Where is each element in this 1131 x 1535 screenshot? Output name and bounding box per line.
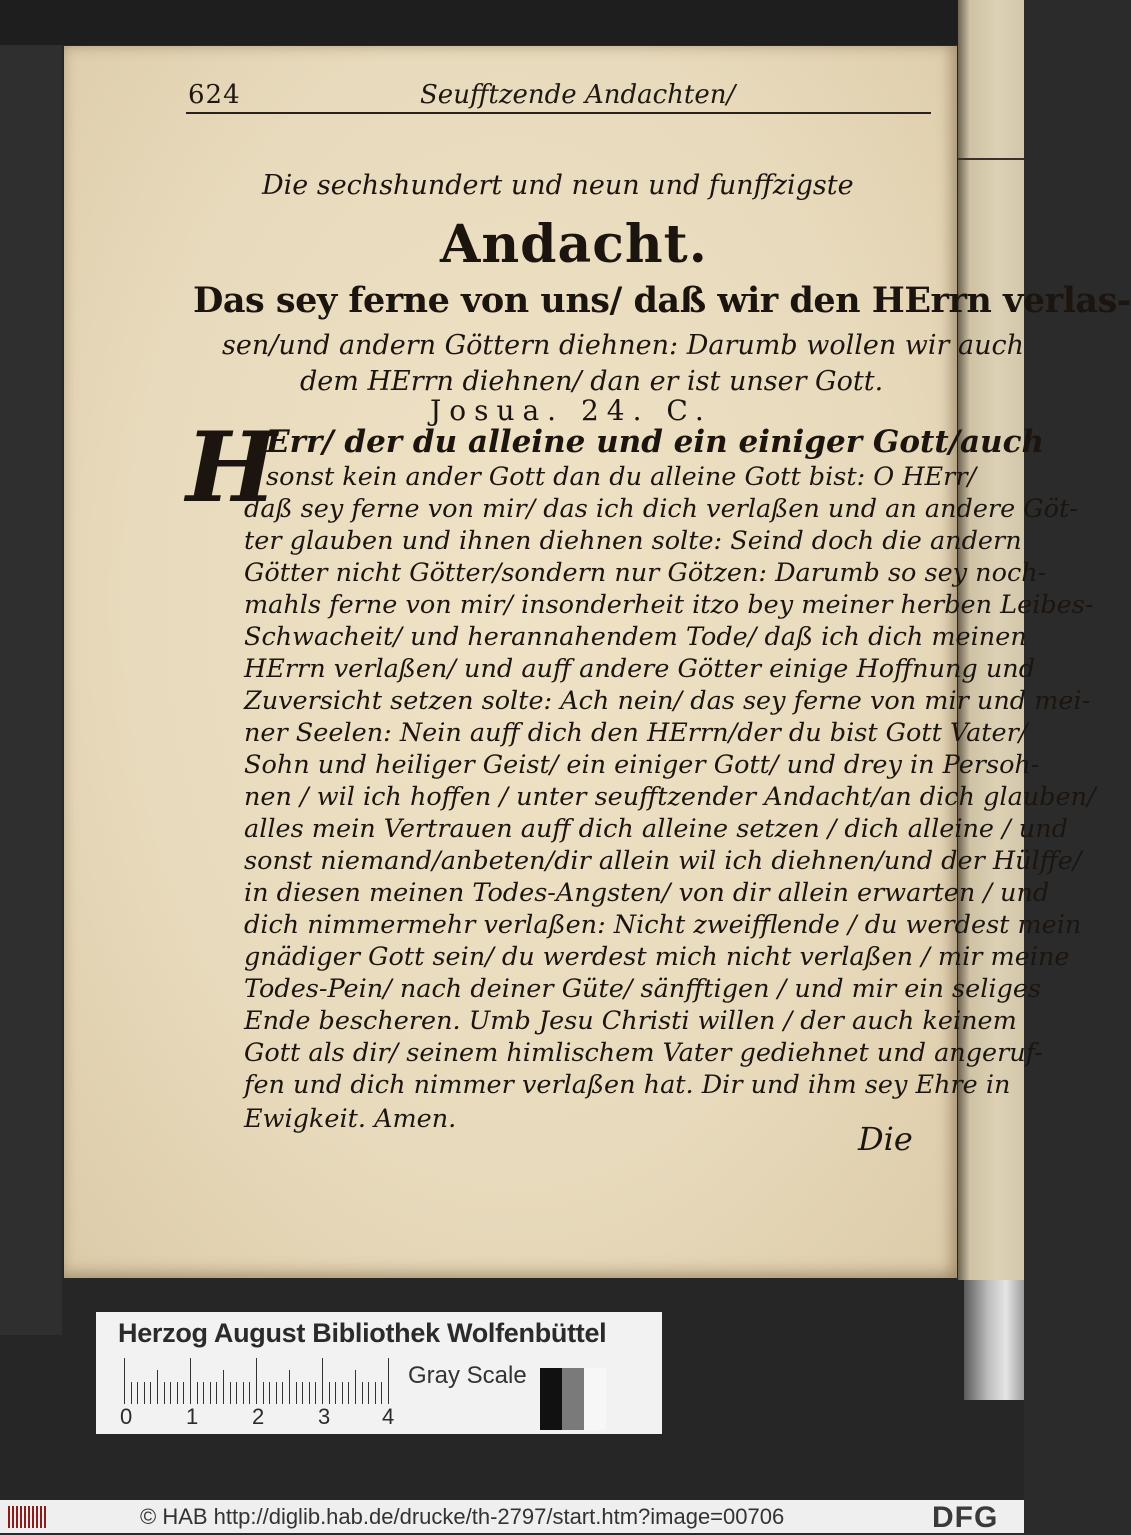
ruler-tick <box>322 1358 323 1404</box>
ruler-tick <box>216 1382 217 1404</box>
backdrop-left-strip <box>0 45 62 1335</box>
ruler <box>124 1354 390 1404</box>
body-line: ner Seelen: Nein auff dich den HErrn/der du bist Gott Vater/ <box>244 718 1028 748</box>
ruler-tick <box>170 1382 171 1404</box>
card-title: Herzog August Bibliothek Wolfenbüttel <box>118 1318 607 1348</box>
header-rule <box>186 112 931 114</box>
page-clamp <box>964 1280 1024 1400</box>
motto-line: Das sey ferne von uns/ daß wir den HErrn verlas- <box>193 280 1131 321</box>
section-title: Andacht. <box>440 214 708 275</box>
body-line: Schwacheit/ und herannahendem Tode/ daß ich dich meinen <box>244 622 1027 652</box>
ruler-tick <box>243 1382 244 1404</box>
swatch-gray <box>562 1368 584 1430</box>
ruler-tick <box>256 1358 257 1404</box>
body-line: Gott als dir/ seinem himlischem Vater gediehnet und angeruf- <box>244 1038 1043 1068</box>
ruler-tick <box>282 1382 283 1404</box>
ruler-tick <box>269 1382 270 1404</box>
ruler-tick <box>329 1382 330 1404</box>
scripture-reference: Josua. 24. C. <box>430 394 712 427</box>
reference-card <box>96 1312 662 1434</box>
ruler-tick <box>150 1382 151 1404</box>
ruler-tick <box>197 1382 198 1404</box>
ruler-tick <box>177 1382 178 1404</box>
ruler-tick <box>276 1382 277 1404</box>
drop-cap: H <box>186 411 277 524</box>
ruler-tick <box>302 1382 303 1404</box>
ruler-tick <box>124 1358 125 1404</box>
ruler-tick <box>183 1382 184 1404</box>
body-line: gnädiger Gott sein/ du werdest mich nicht verlaßen / mir meine <box>244 942 1070 972</box>
body-line: Ende bescheren. Umb Jesu Christi willen / der auch keinem <box>244 1006 1017 1036</box>
body-line: nen / wil ich hoffen / unter seufftzender Andacht/an dich glauben/ <box>244 782 1096 812</box>
catchword: Die <box>858 1120 913 1158</box>
body-line: sonst kein ander Gott dan du alleine Gott bist: O HErr/ <box>266 462 977 492</box>
body-line: Sohn und heiliger Geist/ ein einiger Gott/ und drey in Persoh- <box>244 750 1040 780</box>
ruler-tick <box>342 1382 343 1404</box>
ruler-number: 2 <box>252 1404 265 1429</box>
body-line: Ewigkeit. Amen. <box>244 1104 457 1134</box>
footer-bar <box>0 1500 1024 1533</box>
body-line: Err/ der du alleine und ein einiger Gott/auch <box>266 424 1044 460</box>
gray-scale-label: Gray Scale <box>408 1362 527 1389</box>
ruler-tick <box>157 1370 158 1404</box>
ruler-tick <box>137 1382 138 1404</box>
ruler-tick <box>210 1382 211 1404</box>
ruler-tick <box>348 1382 349 1404</box>
body-line: Götter nicht Götter/sondern nur Götzen: Darumb so sey noch- <box>244 558 1047 588</box>
body-line: daß sey ferne von mir/ das ich dich verlaßen und an andere Göt- <box>244 494 1078 524</box>
ruler-tick <box>236 1382 237 1404</box>
ruler-tick <box>249 1382 250 1404</box>
ruler-tick <box>144 1382 145 1404</box>
ruler-tick <box>381 1382 382 1404</box>
swatch-white <box>584 1368 606 1430</box>
ruler-number: 0 <box>120 1404 133 1429</box>
ruler-tick <box>362 1382 363 1404</box>
ruler-tick <box>164 1382 165 1404</box>
body-line: ter glauben und ihnen diehnen solte: Seind doch die andern <box>244 526 1022 556</box>
ruler-tick <box>223 1370 224 1404</box>
running-head: Seufftzende Andachten/ <box>420 80 736 110</box>
body-line: mahls ferne von mir/ insonderheit itzo bey meiner herben Leibes- <box>244 590 1094 620</box>
body-line: fen und dich nimmer verlaßen hat. Dir und ihm sey Ehre in <box>244 1070 1011 1100</box>
body-line: HErrn verlaßen/ und auff andere Götter einige Hoffnung und <box>244 654 1036 684</box>
facing-page-rule <box>958 158 1024 160</box>
ruler-number: 4 <box>382 1404 395 1429</box>
body-line: in diesen meinen Todes-Angsten/ von dir allein erwarten / und <box>244 878 1050 908</box>
ruler-tick <box>203 1382 204 1404</box>
ruler-tick <box>335 1382 336 1404</box>
ruler-tick <box>131 1382 132 1404</box>
body-line: dich nimmermehr verlaßen: Nicht zweifflende / du werdest mein <box>244 910 1082 940</box>
section-subtitle: Die sechshundert und neun und funffzigste <box>262 170 854 201</box>
ruler-tick <box>355 1370 356 1404</box>
motto-line: sen/und andern Göttern diehnen: Darumb wollen wir auch <box>222 330 1025 361</box>
ruler-tick <box>309 1382 310 1404</box>
ruler-tick <box>190 1358 191 1404</box>
ruler-number: 1 <box>186 1404 199 1429</box>
footer-copyright: © HAB http://diglib.hab.de/drucke/th-2797/start.htm?image=00706 <box>140 1504 785 1529</box>
swatch-black <box>540 1368 562 1430</box>
ruler-tick <box>368 1382 369 1404</box>
ruler-tick <box>289 1370 290 1404</box>
backdrop-top-band <box>0 0 1024 45</box>
ruler-tick <box>375 1382 376 1404</box>
dfg-logo: DFG <box>932 1501 999 1534</box>
body-line: sonst niemand/anbeten/dir allein wil ich diehnen/und der Hülffe/ <box>244 846 1082 876</box>
ruler-tick <box>230 1382 231 1404</box>
ruler-tick <box>388 1358 389 1404</box>
hab-logo-icon <box>8 1506 48 1528</box>
ruler-number: 3 <box>318 1404 331 1429</box>
motto-line: dem HErrn diehnen/ dan er ist unser Gott. <box>300 366 884 397</box>
body-line: Zuversicht setzen solte: Ach nein/ das sey ferne von mir und mei- <box>244 686 1091 716</box>
body-line: alles mein Vertrauen auff dich alleine setzen / dich alleine / und <box>244 814 1068 844</box>
ruler-tick <box>315 1382 316 1404</box>
ruler-tick <box>296 1382 297 1404</box>
body-line: Todes-Pein/ nach deiner Güte/ sänfftigen / und mir ein seliges <box>244 974 1042 1004</box>
ruler-tick <box>263 1382 264 1404</box>
page-number: 624 <box>188 80 241 110</box>
